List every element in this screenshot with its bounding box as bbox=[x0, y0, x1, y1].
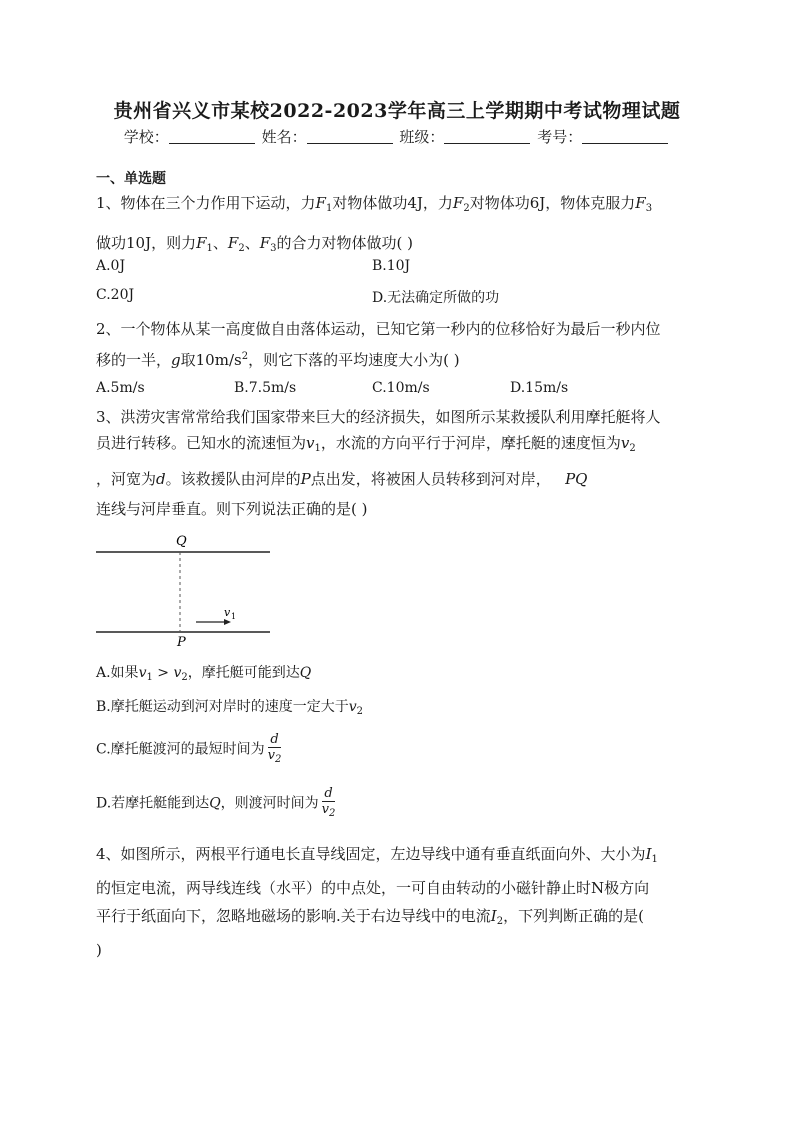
question-4-line-3: 平行于纸面向下，忽略地磁场的影响.关于右边导线中的电流$I_2$，下列判断正确的是( bbox=[96, 907, 644, 927]
question-4-line-4: ) bbox=[96, 941, 102, 959]
school-blank[interactable] bbox=[169, 129, 255, 144]
q1-option-b[interactable]: B.10J bbox=[372, 258, 411, 274]
point-p-label: P bbox=[177, 635, 186, 648]
class-blank[interactable] bbox=[444, 129, 530, 144]
section-title: 一、单选题 bbox=[96, 171, 166, 187]
q1-option-d[interactable]: D.无法确定所做的功 bbox=[372, 290, 500, 306]
q1-option-c[interactable]: C.20J bbox=[96, 287, 135, 303]
q3-option-b[interactable]: B.摩托艇运动到河对岸时的速度一定大于$v_2$ bbox=[96, 699, 364, 717]
question-4-line-1: 4、如图所示，两根平行通电长直导线固定，左边导线中通有垂直纸面向外、大小为$I_1$ bbox=[96, 845, 658, 865]
velocity-label: v bbox=[224, 606, 231, 619]
student-info-row bbox=[0, 126, 794, 147]
fraction-d-over-v2: $\frac{d}{v_2}$ bbox=[321, 786, 336, 819]
school-label: 学校： bbox=[123, 128, 169, 146]
question-2-line-2: 移的一半，g取$10m/s^2$，则它下落的平均速度大小为( ) bbox=[96, 351, 460, 369]
q2-option-b[interactable]: B.7.5m/s bbox=[234, 380, 297, 396]
velocity-subscript: 1 bbox=[231, 612, 237, 621]
question-4 bbox=[96, 840, 706, 964]
name-blank[interactable] bbox=[307, 129, 393, 144]
question-3 bbox=[96, 404, 706, 522]
current-arrow-head-icon bbox=[224, 619, 231, 625]
fraction-d-over-v2: $\frac{d}{v_2}$ bbox=[267, 732, 282, 765]
question-4-line-2: 的恒定电流，两导线连线（水平）的中点处，一可自由转动的小磁针静止时N极方向 bbox=[96, 879, 650, 897]
q2-option-d[interactable]: D.15m/s bbox=[510, 380, 569, 396]
river-diagram bbox=[96, 530, 276, 648]
number-label: 考号： bbox=[537, 128, 583, 146]
point-q-label: Q bbox=[176, 534, 187, 549]
number-blank[interactable] bbox=[582, 129, 668, 144]
q2-option-c[interactable]: C.10m/s bbox=[372, 380, 430, 396]
question-1 bbox=[96, 190, 706, 262]
question-3-line-1: 3、洪涝灾害常常给我们国家带来巨大的经济损失，如图所示某救援队利用摩托艇将人 bbox=[96, 408, 661, 426]
q2-option-a[interactable]: A.5m/s bbox=[96, 380, 145, 396]
class-label: 班级： bbox=[399, 128, 445, 146]
question-3-line-4: 连线与河岸垂直。则下列说法正确的是( ) bbox=[96, 500, 368, 518]
name-label: 姓名： bbox=[261, 128, 307, 146]
question-3-line-3: ，河宽为d。该救援队由河岸的P点出发，将被困人员转移到河对岸， PQ bbox=[96, 470, 588, 488]
q3-option-c[interactable]: C.摩托艇渡河的最短时间为 $\frac{d}{v_2}$ bbox=[96, 732, 282, 765]
q1-option-a[interactable]: A.0J bbox=[96, 258, 126, 274]
q3-option-d[interactable]: D.若摩托艇能到达Q，则渡河时间为 $\frac{d}{v_2}$ bbox=[96, 786, 336, 819]
question-3-line-2: 员进行转移。已知水的流速恒为$v_1$，水流的方向平行于河岸，摩托艇的速度恒为$v_2$ bbox=[96, 434, 636, 454]
q3-option-a[interactable]: A.如果$v_1 > v_2$，摩托艇可能到达Q bbox=[96, 665, 312, 683]
question-1-line-1: 1、物体在三个力作用下运动，力$F_1$对物体做功4J，力$F_2$对物体功6J，物体克服力$F_3$ bbox=[96, 194, 653, 214]
question-1-line-2: 做功10J，则力$F_1$、$F_2$、$F_3$的合力对物体做功( ) bbox=[96, 234, 414, 254]
question-2 bbox=[96, 316, 706, 373]
page-title: 贵州省兴义市某校2022-2023学年高三上学期期中考试物理试题 bbox=[113, 100, 681, 122]
question-2-line-1: 2、一个物体从某一高度做自由落体运动，已知它第一秒内的位移恰好为最后一秒内位 bbox=[96, 320, 661, 338]
